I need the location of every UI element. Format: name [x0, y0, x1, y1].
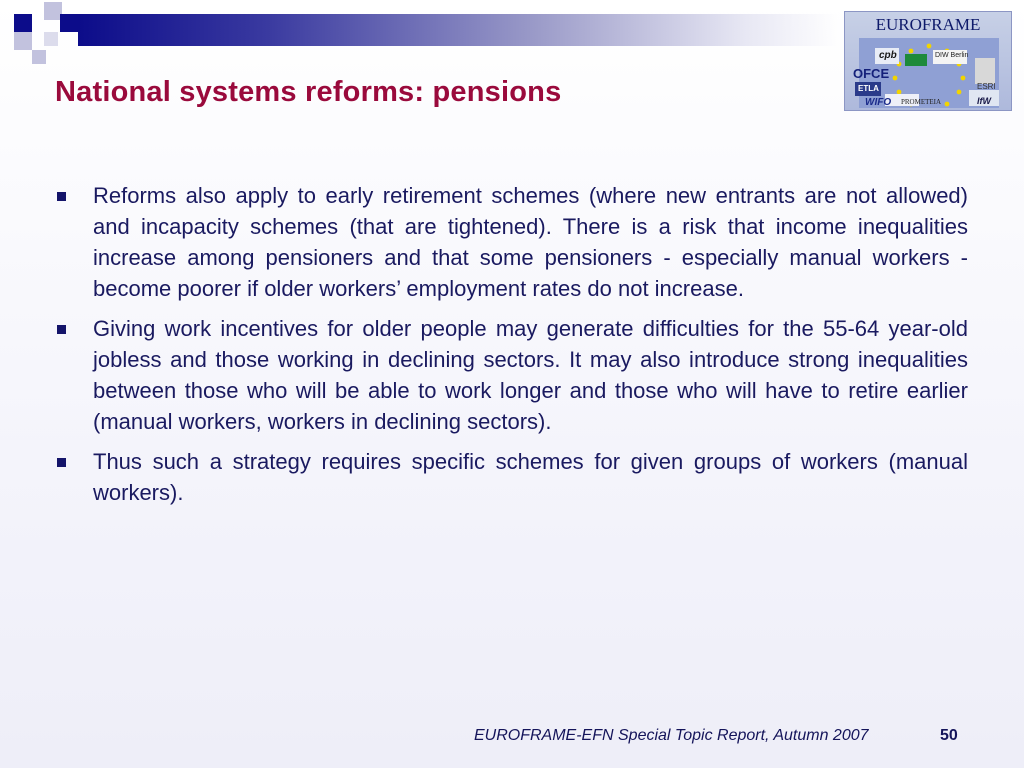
square-bullet-icon [57, 458, 66, 467]
logo-member-cpb: cpb [879, 50, 897, 61]
euroframe-logo-label: EUROFRAME [875, 15, 981, 34]
logo-member-ofce: OFCE [853, 66, 890, 81]
logo-member-esri: ESRI [977, 82, 996, 91]
bullet-list [55, 180, 968, 517]
logo-member-prometeia: PROMETEIA [901, 98, 942, 106]
euroframe-logo [844, 11, 1012, 111]
decor-square [32, 50, 46, 64]
decor-square [60, 14, 78, 32]
bullet-item [55, 180, 968, 304]
bullet-item [55, 313, 968, 437]
bullet-text: Giving work incentives for older people may generate difficulties for the 55-64 year-old jobless and those working in declining sectors. It may also introduce strong inequalities between those who will be able to work longer and those who will have to retire earlier (manual workers, workers in declining sectors). [93, 316, 968, 434]
slide-title: National systems reforms: pensions [55, 76, 562, 108]
bullet-item [55, 446, 968, 508]
square-bullet-icon [57, 325, 66, 334]
logo-member-wifo: WIFO [865, 97, 892, 108]
logo-member-etla: ETLA [858, 84, 879, 93]
bullet-text: Reforms also apply to early retirement schemes (where new entrants are not allowed) and incapacity schemes (that are tightened). There is a risk that income inequalities increase among pensioners and that some pensioners - especially manual workers - become poorer if older workers’ employment rates do not increase. [93, 183, 968, 301]
decor-square [14, 14, 32, 32]
page-number: 50 [940, 727, 958, 744]
header-band [78, 14, 838, 46]
decor-square [14, 32, 32, 50]
footer-citation: EUROFRAME-EFN Special Topic Report, Autumn 2007 [474, 727, 869, 744]
square-bullet-icon [57, 192, 66, 201]
decor-square [44, 32, 58, 46]
logo-member-diw: DIW Berlin [935, 52, 969, 59]
bullet-text: Thus such a strategy requires specific schemes for given groups of workers (manual workers). [93, 449, 968, 505]
logo-member-ifw: IfW [977, 96, 991, 106]
